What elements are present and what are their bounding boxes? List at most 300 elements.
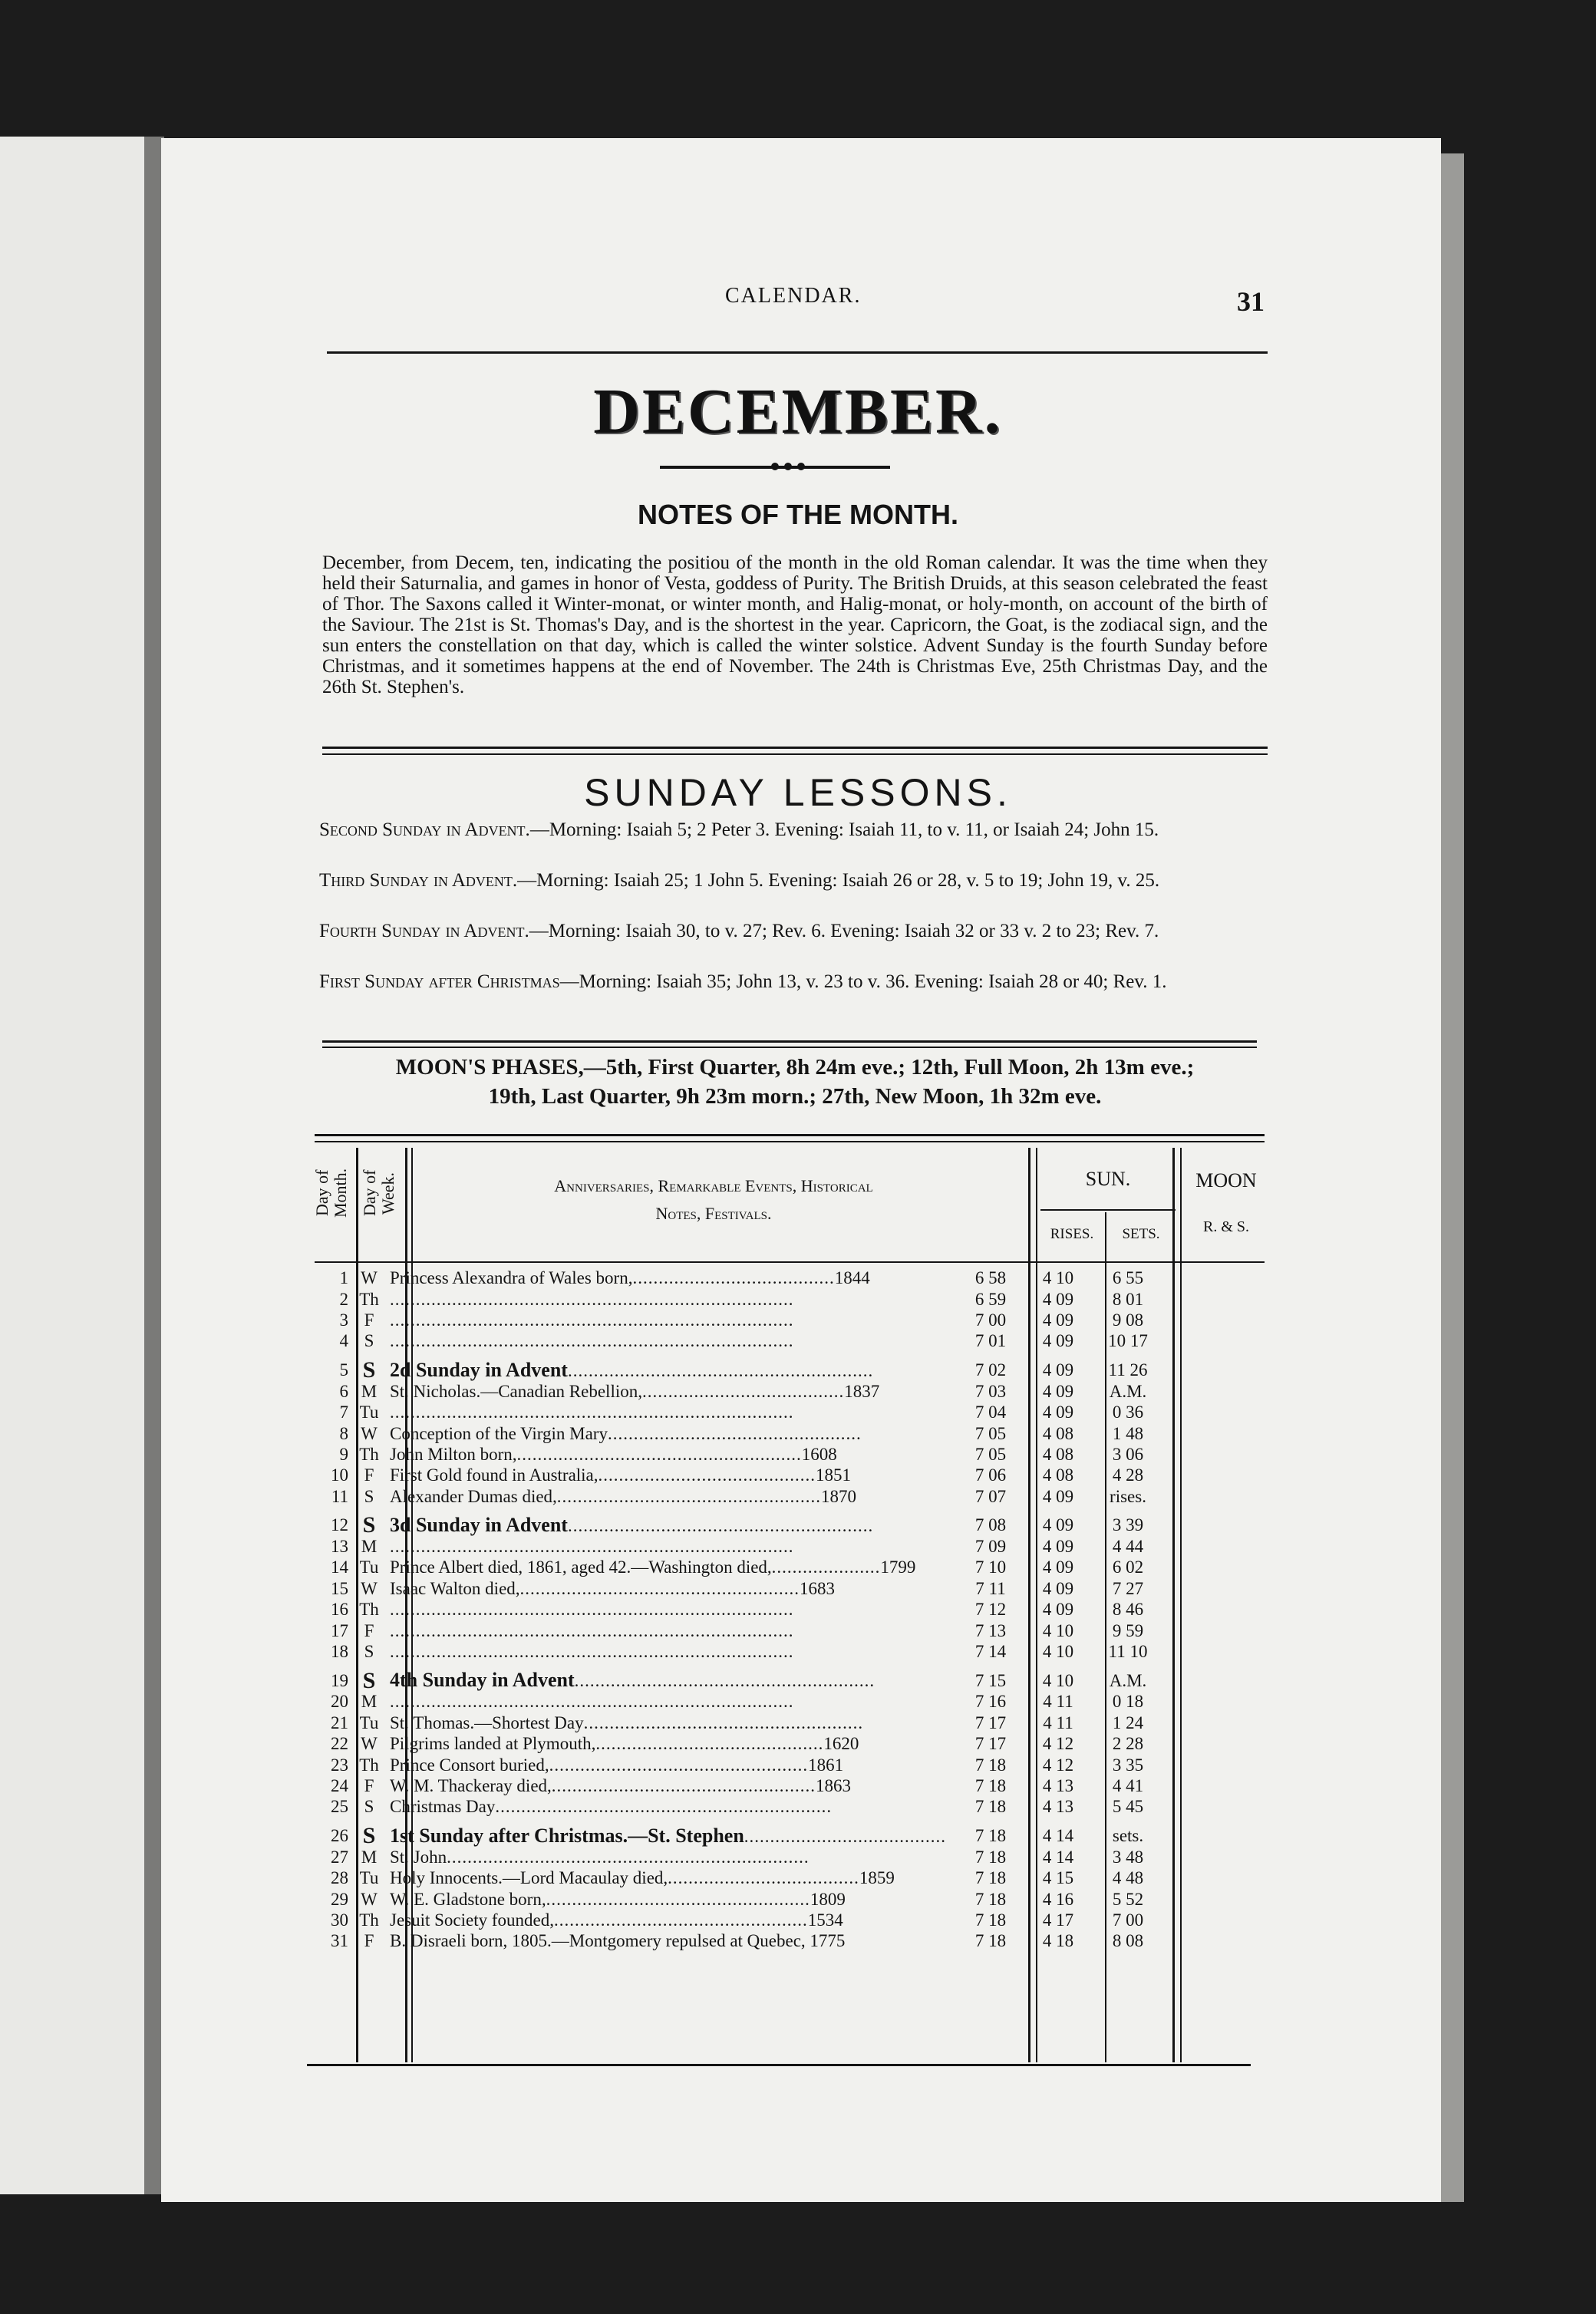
- day-number: 12: [331, 1515, 348, 1535]
- sun-rises: 7 09: [974, 1537, 1007, 1557]
- day-number: 3: [339, 1310, 348, 1330]
- weekday: Th: [359, 1289, 379, 1309]
- moon-time: 3 06: [1112, 1444, 1144, 1464]
- sun-sets: 4 14: [1042, 1826, 1074, 1846]
- weekday: Tu: [359, 1403, 379, 1422]
- day-number: 16: [331, 1600, 348, 1620]
- moon-time: 7 27: [1112, 1578, 1144, 1598]
- event: [390, 1444, 958, 1465]
- lesson-text: —Morning: Isaiah 5; 2 Peter 3. Evening: Isaiah 11, to v. 11, or Isaiah 24; John 15.: [529, 819, 1159, 840]
- sun-sets: 4 08: [1042, 1423, 1074, 1443]
- event-year: 1620: [823, 1734, 859, 1754]
- weekday: M: [361, 1847, 378, 1867]
- month-title: DECEMBER.: [593, 376, 1003, 447]
- sun-sets: 4 10: [1042, 1268, 1074, 1288]
- day-number: 6: [339, 1381, 348, 1401]
- header-moon: MOON: [1195, 1169, 1257, 1192]
- day-number: 9: [339, 1444, 348, 1464]
- event-text: Holy Innocents.—Lord Macaulay died,: [390, 1868, 668, 1888]
- event-text: 4th Sunday in Advent: [390, 1669, 575, 1692]
- lesson-name: Second Sunday in Advent.: [319, 819, 530, 840]
- weekday: F: [364, 1465, 374, 1485]
- leader-dots: ............................................: [595, 1734, 824, 1754]
- day-number: 11: [331, 1486, 348, 1506]
- moon-time: 8 08: [1112, 1931, 1144, 1951]
- weekday: W: [361, 1578, 378, 1598]
- leader-dots: ...................................................: [556, 1486, 822, 1506]
- sun-rises: 7 03: [974, 1381, 1007, 1401]
- lesson-item: [319, 921, 1268, 941]
- sun-rises: 7 08: [974, 1515, 1007, 1535]
- sun-rises: 7 18: [974, 1755, 1007, 1775]
- event: [390, 1288, 958, 1309]
- calendar-row: [312, 1578, 1163, 1599]
- sun-sets: 4 17: [1042, 1910, 1074, 1930]
- event: [390, 1662, 958, 1691]
- calendar-table: [312, 1267, 1163, 1952]
- day-number: 29: [331, 1889, 348, 1909]
- event: [390, 1465, 958, 1485]
- sun-sets: 4 09: [1042, 1515, 1074, 1535]
- moon-time: rises.: [1110, 1486, 1146, 1506]
- event: [390, 1818, 958, 1847]
- weekday: M: [361, 1537, 378, 1557]
- sun-rises: 7 18: [974, 1931, 1007, 1951]
- moon-time: 1 48: [1112, 1423, 1144, 1443]
- weekday: Th: [359, 1910, 379, 1930]
- header-moon-sub: R. & S.: [1202, 1218, 1250, 1235]
- weekday: S: [364, 1797, 374, 1817]
- event-text: St. Nicholas.—Canadian Rebellion,: [390, 1381, 642, 1401]
- calendar-row: [312, 1888, 1163, 1909]
- ornament-dot: [784, 463, 792, 470]
- moon-time: 4 41: [1112, 1776, 1144, 1795]
- calendar-row: [312, 1444, 1163, 1465]
- leader-dots: ..............................................................................: [390, 1537, 794, 1557]
- lesson-text: —Morning: Isaiah 25; 1 John 5. Evening: Isaiah 26 or 28, v. 5 to 19; John 19, v. 25.: [517, 870, 1160, 891]
- leader-dots: .....................: [771, 1558, 881, 1577]
- header-day-of-week: Day of Week.: [360, 1169, 397, 1217]
- leader-dots: ..............................................................................: [390, 1331, 794, 1351]
- sun-sets: 4 09: [1042, 1381, 1074, 1401]
- event-year: 1844: [834, 1268, 870, 1288]
- event: [390, 1930, 958, 1951]
- sunday-lessons-title: SUNDAY LESSONS.: [584, 771, 1012, 814]
- weekday: W: [361, 1734, 378, 1754]
- event-text: 1st Sunday after Christmas.—St. Stephen: [390, 1824, 744, 1847]
- calendar-row: [312, 1402, 1163, 1422]
- moon-time: 11 10: [1108, 1642, 1148, 1662]
- ornament-dot: [797, 463, 805, 470]
- lesson-item: [319, 819, 1268, 840]
- event: [390, 1599, 958, 1620]
- weekday: W: [361, 1268, 378, 1288]
- sun-rises: 7 11: [975, 1578, 1006, 1598]
- moon-time: 2 28: [1112, 1734, 1144, 1754]
- header-events-line: Anniversaries, Remarkable Events, Historical: [554, 1176, 873, 1195]
- weekday: S: [362, 1667, 376, 1693]
- event: [390, 1754, 958, 1775]
- event: [390, 1330, 958, 1351]
- leader-dots: ...................................................: [551, 1776, 816, 1795]
- sun-rises: 7 05: [974, 1423, 1007, 1443]
- event-text: Alexander Dumas died,: [390, 1486, 557, 1506]
- moon-time: A.M.: [1109, 1381, 1147, 1401]
- weekday: W: [361, 1423, 378, 1443]
- calendar-row: [312, 1662, 1163, 1691]
- sun-rises: 7 18: [974, 1797, 1007, 1817]
- leader-dots: ..........................................: [598, 1465, 816, 1485]
- moon-time: 0 18: [1112, 1692, 1144, 1712]
- header-day-of-month: Day of Month.: [312, 1168, 350, 1218]
- event: [390, 1536, 958, 1557]
- sun-rises: 7 18: [974, 1847, 1007, 1867]
- moon-time: 6 55: [1112, 1268, 1144, 1288]
- notes-title: NOTES OF THE MONTH.: [638, 499, 958, 530]
- moon-phases-line: 19th, Last Quarter, 9h 23m morn.; 27th, New Moon, 1h 32m eve.: [488, 1084, 1102, 1109]
- weekday: F: [364, 1931, 374, 1951]
- calendar-row: [312, 1733, 1163, 1754]
- event: [390, 1352, 958, 1381]
- leader-dots: ...........................................................: [567, 1515, 874, 1535]
- moon-time: sets.: [1112, 1826, 1144, 1846]
- weekday: W: [361, 1889, 378, 1909]
- sun-rises: 7 16: [974, 1692, 1007, 1712]
- moon-time: 3 39: [1112, 1515, 1144, 1535]
- column-divider: [1172, 1148, 1175, 2062]
- moon-time: 4 48: [1112, 1868, 1144, 1888]
- event-year: 1534: [807, 1910, 843, 1930]
- sun-rises: 7 12: [974, 1600, 1007, 1620]
- lesson-name: Third Sunday in Advent.: [319, 870, 518, 891]
- moon-time: 5 52: [1112, 1889, 1144, 1909]
- calendar-row: [312, 1867, 1163, 1888]
- event-year: 1837: [844, 1381, 880, 1401]
- moon-time: 0 36: [1112, 1403, 1144, 1422]
- sun-rises: 7 18: [974, 1826, 1007, 1846]
- header-events-line: Notes, Festivals.: [655, 1204, 772, 1223]
- calendar-row: [312, 1536, 1163, 1557]
- event: [390, 1557, 958, 1577]
- event: [390, 1691, 958, 1712]
- sun-sets: 4 09: [1042, 1403, 1074, 1422]
- weekday: Tu: [359, 1558, 379, 1577]
- day-number: 8: [339, 1423, 348, 1443]
- weekday: M: [361, 1692, 378, 1712]
- calendar-row: [312, 1267, 1163, 1288]
- lesson-name: Fourth Sunday in Advent.: [319, 921, 529, 941]
- leader-dots: ..............................................................................: [390, 1620, 794, 1640]
- sun-rises: 6 59: [974, 1289, 1007, 1309]
- sun-rises: 7 02: [974, 1360, 1007, 1380]
- day-number: 22: [331, 1734, 348, 1754]
- event: [390, 1712, 958, 1733]
- sun-sets: 4 16: [1042, 1889, 1074, 1909]
- calendar-row: [312, 1381, 1163, 1402]
- event: [390, 1847, 958, 1867]
- weekday: Tu: [359, 1868, 379, 1888]
- header-rises: RISES.: [1050, 1226, 1094, 1242]
- calendar-row: [312, 1847, 1163, 1867]
- sun-rises: 7 14: [974, 1642, 1007, 1662]
- sun-sets: 4 15: [1042, 1868, 1074, 1888]
- day-number: 25: [331, 1797, 348, 1817]
- day-number: 4: [339, 1331, 348, 1351]
- event-text: Prince Consort buried,: [390, 1755, 549, 1775]
- day-number: 14: [331, 1558, 348, 1577]
- event: [390, 1310, 958, 1330]
- calendar-row: [312, 1507, 1163, 1536]
- moon-time: 9 08: [1112, 1310, 1144, 1330]
- calendar-row: [312, 1599, 1163, 1620]
- moon-time: 3 48: [1112, 1847, 1144, 1867]
- calendar-row: [312, 1486, 1163, 1507]
- event-text: 3d Sunday in Advent: [390, 1513, 568, 1536]
- leader-dots: .......................................: [641, 1381, 845, 1401]
- event-year: 1851: [816, 1465, 852, 1485]
- event-year: 1870: [821, 1486, 857, 1506]
- sun-header-rule: [1040, 1209, 1176, 1211]
- day-number: 23: [331, 1755, 348, 1775]
- event-text: Prince Albert died, 1861, aged 42.—Washington died,: [390, 1558, 772, 1577]
- leader-dots: .....................................: [668, 1868, 859, 1888]
- event: [390, 1578, 958, 1599]
- event-year: 1859: [859, 1868, 895, 1888]
- header-rule: [327, 351, 1268, 354]
- leader-dots: ...........................................................: [567, 1360, 874, 1380]
- page-edge: [1441, 153, 1464, 2202]
- weekday: S: [364, 1642, 374, 1662]
- moon-time: 3 35: [1112, 1755, 1144, 1775]
- column-divider: [1180, 1148, 1182, 2062]
- weekday: Th: [359, 1600, 379, 1620]
- event: [390, 1910, 958, 1930]
- event-text: Christmas Day: [390, 1797, 496, 1817]
- calendar-row: [312, 1557, 1163, 1577]
- event-text: Isaac Walton died,: [390, 1578, 520, 1598]
- sun-sets: 4 11: [1043, 1692, 1073, 1712]
- day-number: 27: [331, 1847, 348, 1867]
- section-rule: [322, 747, 1268, 749]
- leader-dots: .......................................: [744, 1826, 947, 1846]
- event: [390, 1733, 958, 1754]
- event: [390, 1486, 958, 1507]
- weekday: S: [364, 1486, 374, 1506]
- leader-dots: ..............................................................................: [390, 1289, 794, 1309]
- weekday: F: [364, 1620, 374, 1640]
- day-number: 15: [331, 1578, 348, 1598]
- sun-rises: 7 18: [974, 1889, 1007, 1909]
- event-year: 1861: [808, 1755, 844, 1775]
- weekday: M: [361, 1381, 378, 1401]
- sun-sets: 4 10: [1042, 1642, 1074, 1662]
- header-sun: SUN.: [1085, 1168, 1131, 1190]
- event-text: Pilgrims landed at Plymouth,: [390, 1734, 596, 1754]
- weekday: F: [364, 1310, 374, 1330]
- event: [390, 1867, 958, 1888]
- moon-time: 4 28: [1112, 1465, 1144, 1485]
- sun-sets: 4 08: [1042, 1444, 1074, 1464]
- weekday: Th: [359, 1755, 379, 1775]
- moon-time: 5 45: [1112, 1797, 1144, 1817]
- event: [390, 1267, 958, 1288]
- leader-dots: .................................................: [554, 1910, 808, 1930]
- leader-dots: .................................................................: [495, 1797, 833, 1817]
- calendar-row: [312, 1754, 1163, 1775]
- sun-rises: 7 07: [974, 1486, 1007, 1506]
- event: [390, 1381, 958, 1402]
- event: [390, 1888, 958, 1909]
- calendar-row: [312, 1288, 1163, 1309]
- sun-rises: 7 17: [974, 1734, 1007, 1754]
- event-text: Princess Alexandra of Wales born,: [390, 1268, 633, 1288]
- weekday: S: [362, 1512, 376, 1538]
- sun-rises: 7 18: [974, 1868, 1007, 1888]
- event-year: 1608: [801, 1444, 837, 1464]
- moon-time: 8 46: [1112, 1600, 1144, 1620]
- weekday: S: [362, 1357, 376, 1383]
- calendar-row: [312, 1712, 1163, 1733]
- moon-time: 10 17: [1108, 1331, 1148, 1351]
- running-header: CALENDAR.: [725, 284, 862, 308]
- moon-time: 4 44: [1112, 1537, 1144, 1557]
- moon-time: A.M.: [1109, 1670, 1147, 1690]
- sun-sets: 4 09: [1042, 1600, 1074, 1620]
- leader-dots: ......................................................................: [447, 1847, 810, 1867]
- sun-sets: 4 09: [1042, 1310, 1074, 1330]
- sun-sets: 4 13: [1042, 1776, 1074, 1795]
- sun-rises: 7 18: [974, 1910, 1007, 1930]
- day-number: 28: [331, 1868, 348, 1888]
- lesson-text: —Morning: Isaiah 30, to v. 27; Rev. 6. Evening: Isaiah 32 or 33 v. 2 to 23; Rev. 7.: [529, 921, 1159, 941]
- leader-dots: .................................................: [607, 1423, 862, 1443]
- sun-sets: 4 12: [1042, 1755, 1074, 1775]
- event: [390, 1402, 958, 1422]
- leader-dots: ......................................................: [583, 1712, 864, 1732]
- day-number: 18: [331, 1642, 348, 1662]
- day-number: 19: [331, 1670, 348, 1690]
- event-text: St. John: [390, 1847, 447, 1867]
- calendar-row: [312, 1775, 1163, 1796]
- moon-phases: [322, 1053, 1268, 1111]
- event-year: 1863: [816, 1776, 852, 1795]
- event-text: Jesuit Society founded,: [390, 1910, 554, 1930]
- sun-rises: 7 04: [974, 1403, 1007, 1422]
- weekday: S: [362, 1823, 376, 1849]
- weekday: S: [364, 1331, 374, 1351]
- leader-dots: ..............................................................................: [390, 1642, 794, 1662]
- leader-dots: .......................................................: [516, 1444, 802, 1464]
- sun-sets: 4 08: [1042, 1465, 1074, 1485]
- sun-rises: 6 58: [974, 1268, 1007, 1288]
- leader-dots: .......................................: [632, 1268, 835, 1288]
- section-rule: [322, 1040, 1257, 1043]
- sun-sets: 4 09: [1042, 1486, 1074, 1506]
- table-top-rule: [315, 1134, 1265, 1136]
- event: [390, 1507, 958, 1536]
- section-rule: [322, 753, 1268, 755]
- sun-rises: 7 10: [974, 1558, 1007, 1577]
- day-number: 13: [331, 1537, 348, 1557]
- event-text: B. Disraeli born, 1805.—Montgomery repulsed at Quebec, 1775: [390, 1931, 846, 1951]
- event-year: 1799: [880, 1558, 916, 1577]
- day-number: 31: [331, 1931, 348, 1951]
- calendar-row: [312, 1310, 1163, 1330]
- leader-dots: ..........................................................: [574, 1671, 875, 1691]
- weekday: Tu: [359, 1712, 379, 1732]
- calendar-row: [312, 1818, 1163, 1847]
- page-number: 31: [1237, 286, 1265, 317]
- sun-sets: 4 09: [1042, 1289, 1074, 1309]
- sun-rises: 7 05: [974, 1444, 1007, 1464]
- calendar-row: [312, 1691, 1163, 1712]
- event-text: St. Thomas.—Shortest Day: [390, 1712, 584, 1732]
- ornament-dot: [771, 463, 779, 470]
- sun-sets: 4 10: [1042, 1620, 1074, 1640]
- sun-sets: 4 13: [1042, 1797, 1074, 1817]
- leader-dots: ..............................................................................: [390, 1403, 794, 1422]
- moon-time: 11 26: [1108, 1360, 1148, 1380]
- event-year: 1809: [810, 1889, 846, 1909]
- sun-sets: 4 12: [1042, 1734, 1074, 1754]
- leader-dots: ...................................................: [546, 1889, 810, 1909]
- leader-dots: ..............................................................................: [390, 1310, 794, 1330]
- event: [390, 1422, 958, 1443]
- sun-sets: 4 09: [1042, 1331, 1074, 1351]
- day-number: 17: [331, 1620, 348, 1640]
- moon-phases-line: MOON'S PHASES,—5th, First Quarter, 8h 24m eve.; 12th, Full Moon, 2h 13m eve.;: [395, 1055, 1195, 1080]
- sun-rises: 7 17: [974, 1712, 1007, 1732]
- leader-dots: ..............................................................................: [390, 1600, 794, 1620]
- sun-sets: 4 10: [1042, 1670, 1074, 1690]
- header-sets: SETS.: [1122, 1226, 1160, 1242]
- calendar-row: [312, 1422, 1163, 1443]
- day-number: 5: [339, 1360, 348, 1380]
- notes-text: December, from Decem, ten, indicating the positiou of the month in the old Roman calendar. It was the time when they held their Saturnalia, and games in honor of Vesta, goddess of Purity. The British Druids, at this season celebrated the feast of Thor. The Saxons called it Winter-monat, or winter month, and Halig-monat, or holy-month, on account of the birth of the Saviour. The 21st is St. Thomas's Day, and is the shortest in the year. Capricorn, the Goat, is the zodiacal sign, and the sun enters the constellation on that day, which is called the winter solstice. Advent Sunday is the fourth Sunday before Christmas, and it sometimes happens at the end of November. The 24th is Christmas Eve, 25th Christmas Day, and the 26th St. Stephen's.: [322, 552, 1268, 697]
- calendar-row: [312, 1330, 1163, 1351]
- event: [390, 1775, 958, 1796]
- day-number: 21: [331, 1712, 348, 1732]
- calendar-row: [312, 1641, 1163, 1662]
- event-text: W. M. Thackeray died,: [390, 1776, 552, 1795]
- event: [390, 1796, 958, 1817]
- lesson-name: First Sunday after Christmas: [319, 971, 560, 992]
- sun-sets: 4 14: [1042, 1847, 1074, 1867]
- event: [390, 1620, 958, 1640]
- event-text: W. E. Gladstone born,: [390, 1889, 546, 1909]
- event: [390, 1641, 958, 1662]
- day-number: 26: [331, 1826, 348, 1846]
- moon-time: 6 02: [1112, 1558, 1144, 1577]
- lesson-item: [319, 870, 1268, 891]
- event-text: 2d Sunday in Advent: [390, 1358, 568, 1381]
- sun-rises: 7 00: [974, 1310, 1007, 1330]
- moon-time: 7 00: [1112, 1910, 1144, 1930]
- sun-rises: 7 18: [974, 1776, 1007, 1795]
- calendar-row: [312, 1910, 1163, 1930]
- event-text: First Gold found in Australia,: [390, 1465, 598, 1485]
- calendar-row: [312, 1352, 1163, 1381]
- leader-dots: ..................................................: [549, 1755, 809, 1775]
- moon-time: 8 01: [1112, 1289, 1144, 1309]
- day-number: 10: [331, 1465, 348, 1485]
- sun-sets: 4 09: [1042, 1578, 1074, 1598]
- day-number: 30: [331, 1910, 348, 1930]
- weekday: F: [364, 1776, 374, 1795]
- leader-dots: ......................................................: [519, 1578, 800, 1598]
- sun-sets: 4 11: [1043, 1712, 1073, 1732]
- event-year: 1683: [800, 1578, 836, 1598]
